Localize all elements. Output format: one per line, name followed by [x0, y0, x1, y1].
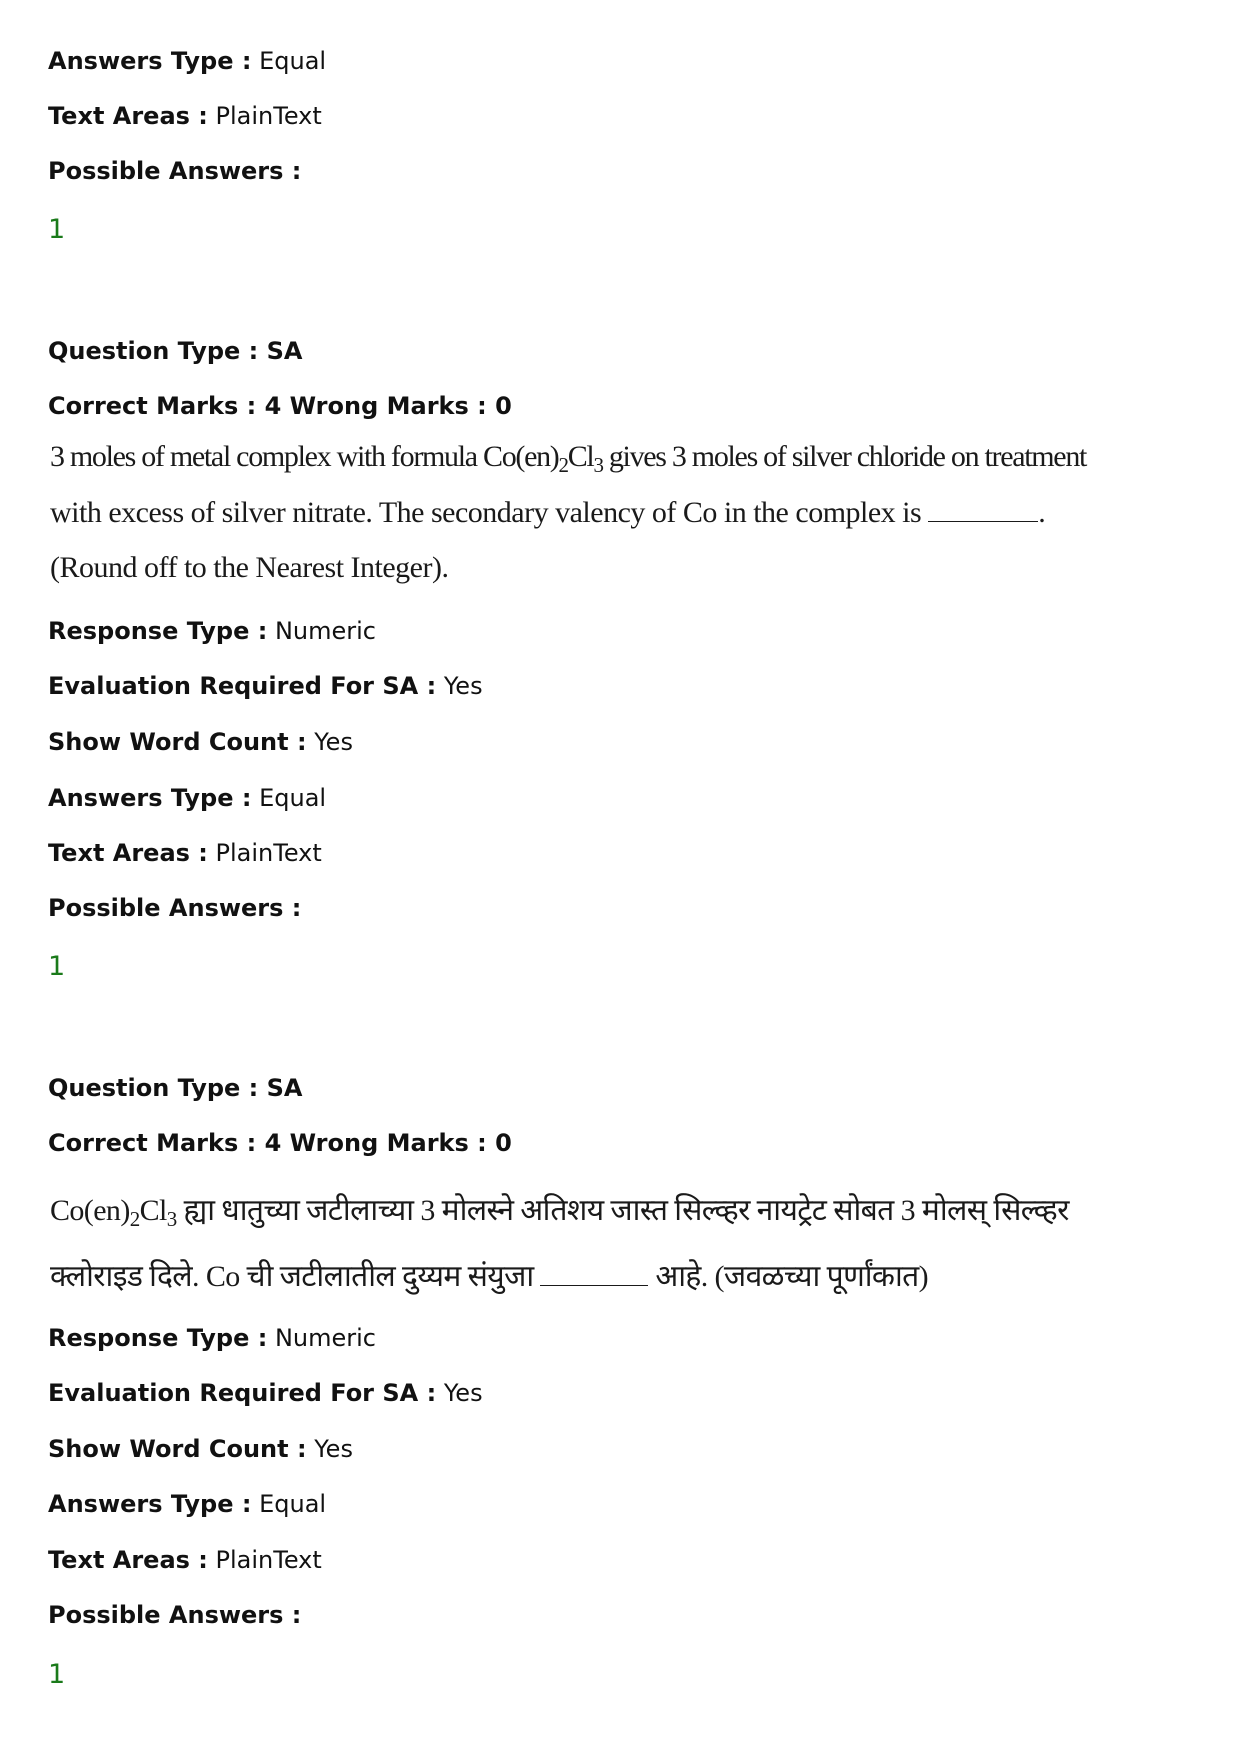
evaluation-row [48, 671, 483, 701]
marks-info: Correct Marks : 4 Wrong Marks : 0 [48, 392, 512, 420]
evaluation-label: Evaluation Required For SA : [48, 1379, 437, 1407]
word-count-value: Yes [314, 728, 353, 756]
response-type-label: Response Type : [48, 617, 268, 645]
evaluation-label: Evaluation Required For SA : [48, 672, 437, 700]
answers-type-value: Equal [259, 784, 327, 812]
response-type-value: Numeric [274, 1324, 376, 1352]
text-areas-value: PlainText [215, 102, 322, 130]
answer-blank [540, 1261, 648, 1286]
question-type: Question Type : SA [48, 1074, 303, 1102]
possible-answer-value: 1 [48, 1659, 66, 1690]
possible-answers-row [48, 893, 301, 923]
answers-type-row [48, 46, 326, 76]
response-type-row [48, 1323, 376, 1353]
response-type-label: Response Type : [48, 1324, 268, 1352]
question-text-part: क्लोराइड दिले. Co ची जटीलातील दुय्यम संयुजा [50, 1260, 541, 1293]
answers-type-row [48, 783, 326, 813]
answers-type-value: Equal [259, 47, 327, 75]
question-text-part: gives 3 moles of silver chloride on treatment [602, 440, 1087, 473]
possible-answers-label: Possible Answers : [48, 894, 302, 922]
answers-type-label: Answers Type : [48, 1490, 252, 1518]
word-count-row [48, 727, 353, 757]
question-text-part: 3 moles of metal complex with formula Co(en) [50, 440, 559, 473]
question-type: Question Type : SA [48, 337, 303, 365]
subscript: 2 [129, 1207, 140, 1231]
response-type-value: Numeric [274, 617, 376, 645]
question-line-1 [50, 440, 1087, 477]
word-count-label: Show Word Count : [48, 1435, 307, 1463]
question-text-image [50, 1188, 1069, 1298]
question-line-2 [50, 1254, 928, 1295]
question-line-2 [50, 496, 1045, 530]
subscript: 3 [593, 453, 603, 477]
question-line-3: (Round off to the Nearest Integer). [50, 551, 449, 584]
possible-answers-row [48, 1600, 301, 1630]
text-areas-label: Text Areas : [48, 102, 208, 130]
answers-type-row [48, 1489, 326, 1519]
answers-type-label: Answers Type : [48, 47, 252, 75]
question-text-part: ह्या धातुच्या जटीलाच्या 3 मोलस्ने अतिशय जास्त सिल्व्हर नायट्रेट सोबत 3 मोलस् सिल्व्हर [176, 1194, 1069, 1227]
question-text-part: with excess of silver nitrate. The secondary valency of Co in the complex is [50, 496, 929, 529]
question-text-part: Cl [567, 440, 594, 473]
possible-answer-value: 1 [48, 214, 66, 245]
evaluation-value: Yes [443, 672, 483, 700]
question-text-part: आहे. (जवळच्या पूर्णांकात) [648, 1260, 929, 1293]
response-type-row [48, 616, 376, 646]
text-areas-row [48, 1545, 322, 1575]
answers-type-label: Answers Type : [48, 784, 252, 812]
evaluation-value: Yes [443, 1379, 483, 1407]
question-text-image [50, 440, 1087, 590]
subscript: 3 [166, 1207, 177, 1231]
possible-answers-label: Possible Answers : [48, 157, 302, 185]
word-count-value: Yes [314, 1435, 353, 1463]
subscript: 2 [558, 453, 568, 477]
text-areas-label: Text Areas : [48, 1546, 208, 1574]
possible-answer-value: 1 [48, 951, 66, 982]
question-text-part: Cl [139, 1194, 167, 1227]
text-areas-row [48, 101, 322, 131]
text-areas-label: Text Areas : [48, 839, 208, 867]
answers-type-value: Equal [259, 1490, 327, 1518]
question-text-part: Co(en) [50, 1194, 130, 1227]
text-areas-value: PlainText [215, 1546, 322, 1574]
evaluation-row [48, 1378, 483, 1408]
text-areas-value: PlainText [215, 839, 322, 867]
question-text-part: . [1038, 496, 1046, 529]
possible-answers-row [48, 156, 301, 186]
question-line-1 [50, 1188, 1069, 1229]
word-count-row [48, 1434, 353, 1464]
possible-answers-label: Possible Answers : [48, 1601, 302, 1629]
answer-blank [928, 497, 1038, 522]
word-count-label: Show Word Count : [48, 728, 307, 756]
text-areas-row [48, 838, 322, 868]
marks-info: Correct Marks : 4 Wrong Marks : 0 [48, 1129, 512, 1157]
